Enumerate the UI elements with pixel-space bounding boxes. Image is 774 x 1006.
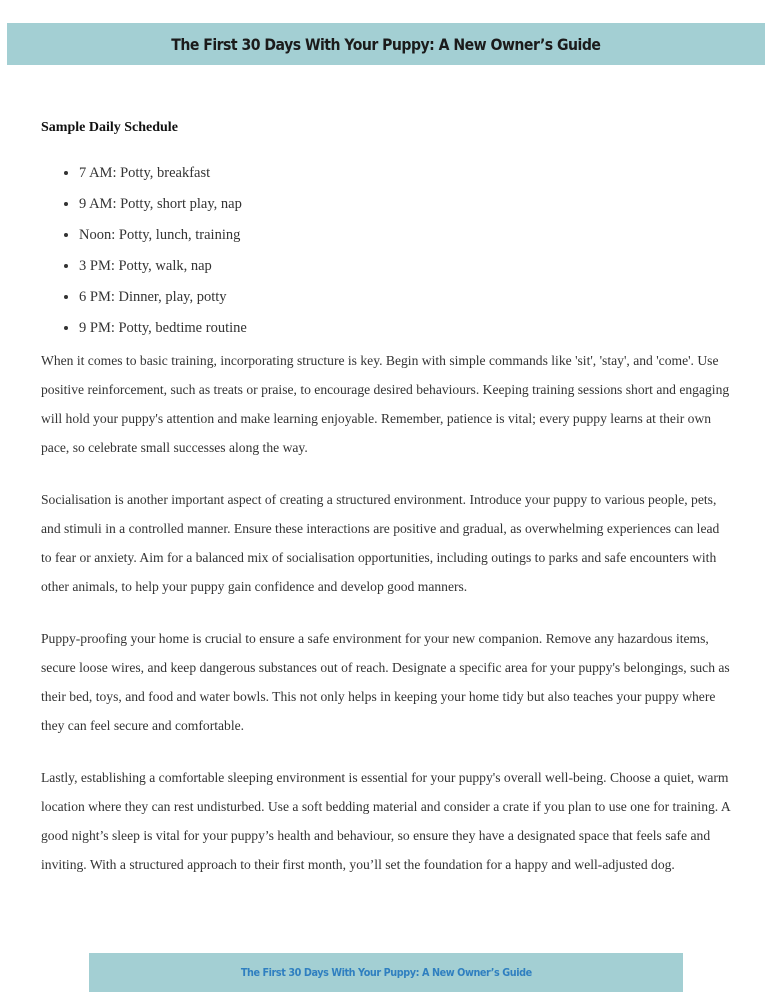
schedule-list xyxy=(41,158,731,344)
footer-band xyxy=(89,953,683,992)
paragraph-training: When it comes to basic training, incorporating structure is key. Begin with simple commands like 'sit', 'stay', and 'come'. Use positive reinforcement, such as treats or praise, to encourage desired behaviours. Keeping training sessions short and engaging will hold your puppy's attention and make learning enjoyable. Remember, patience is vital; every puppy learns at their own pace, so celebrate small successes along the way. xyxy=(41,353,730,455)
page-title: The First 30 Days With Your Puppy: A New Owner’s Guide xyxy=(171,34,601,54)
paragraph-puppy-proofing: Puppy-proofing your home is crucial to ensure a safe environment for your new companion. Remove any hazardous items, secure loose wires, and keep dangerous substances out of reach. Designate a specific area for your puppy's belongings, such as their bed, toys, and food and water bowls. This not only helps in keeping your home tidy but also teaches your puppy where they can feel secure and comfortable. xyxy=(41,631,730,733)
document-body xyxy=(41,118,731,902)
schedule-item: • 3 PM: Potty, walk, nap xyxy=(79,251,731,282)
header-band xyxy=(7,23,765,65)
paragraph-socialisation: Socialisation is another important aspect of creating a structured environment. Introduce your puppy to various people, pets, and stimuli in a controlled manner. Ensure these interactions are positive and gradual, as overwhelming experiences can lead to fear or anxiety. Aim for a balanced mix of socialisation opportunities, including outings to parks and safe encounters with other animals, to help your puppy gain confidence and develop good manners. xyxy=(41,492,720,594)
schedule-item: • 6 PM: Dinner, play, potty xyxy=(79,282,731,313)
schedule-item: • Noon: Potty, lunch, training xyxy=(79,220,731,251)
footer-title: The First 30 Days With Your Puppy: A New Owner’s Guide xyxy=(240,966,532,979)
paragraph-sleeping: Lastly, establishing a comfortable sleeping environment is essential for your puppy's overall well-being. Choose a quiet, warm location where they can rest undisturbed. Use a soft bedding material and consider a crate if you plan to use one for training. A good night’s sleep is vital for your puppy’s health and behaviour, so ensure they have a designated space that feels safe and inviting. With a structured approach to their first month, you’ll set the foundation for a happy and well-adjusted dog. xyxy=(41,770,730,872)
schedule-item: • 9 PM: Potty, bedtime routine xyxy=(79,313,731,344)
schedule-item: • 9 AM: Potty, short play, nap xyxy=(79,189,731,220)
schedule-heading: Sample Daily Schedule xyxy=(41,120,178,135)
schedule-item: • 7 AM: Potty, breakfast xyxy=(79,158,731,189)
